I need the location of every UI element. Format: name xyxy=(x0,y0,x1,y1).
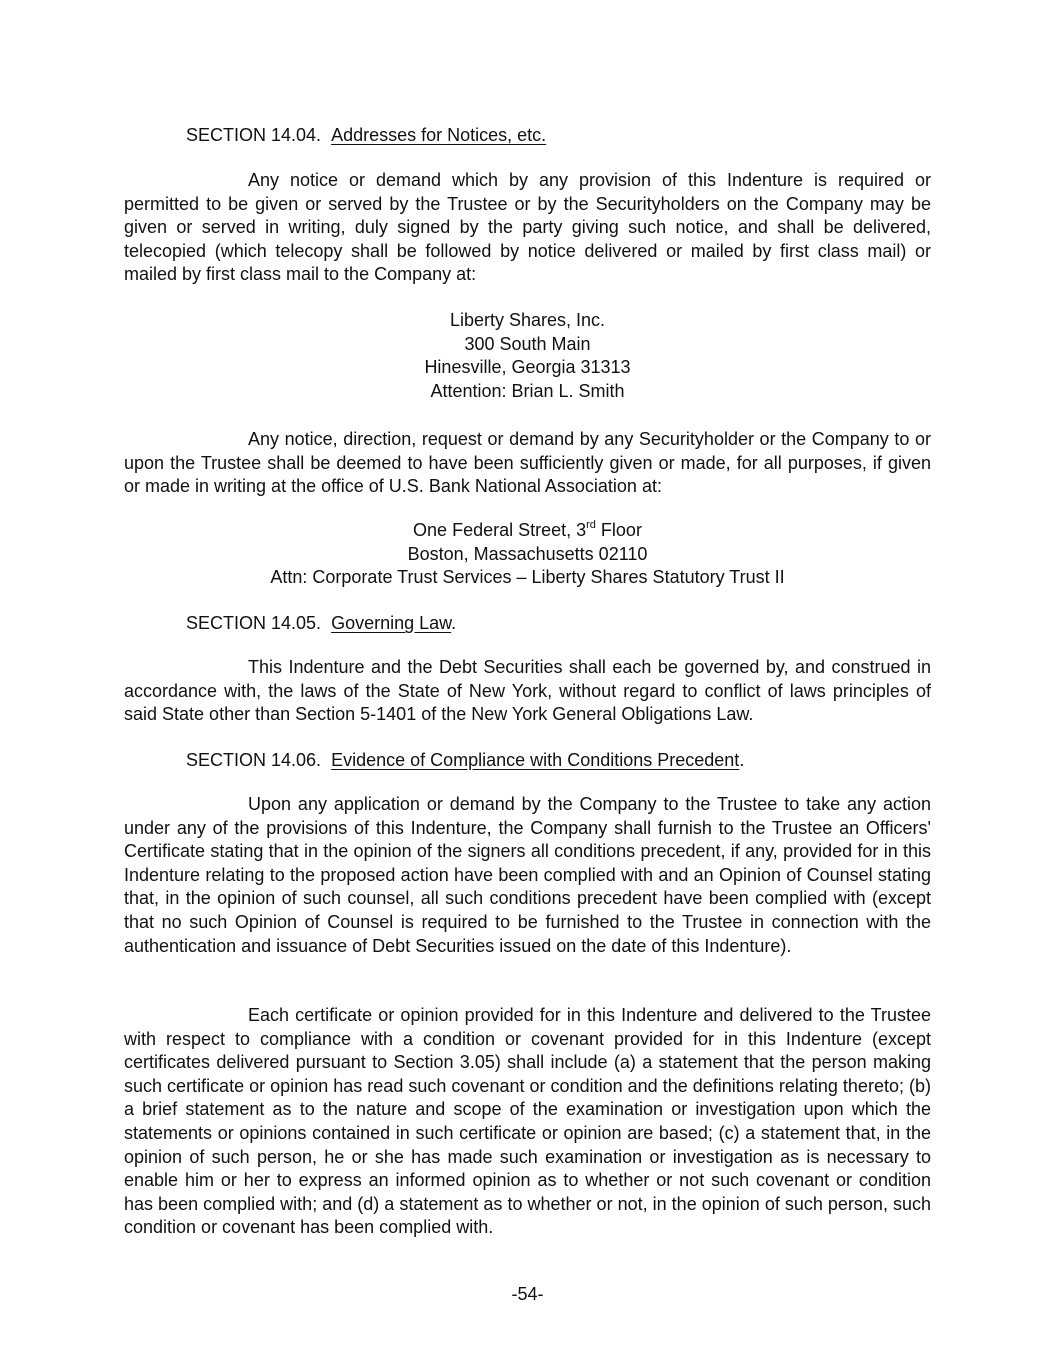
document-page xyxy=(124,0,931,1365)
section-title: Governing Law xyxy=(331,613,452,633)
section-title: Addresses for Notices, etc. xyxy=(331,125,547,145)
section-number: SECTION 14.04. xyxy=(186,125,322,145)
trustee-street xyxy=(124,519,931,543)
section-number: SECTION 14.06. xyxy=(186,750,322,770)
trustee-city: Boston, Massachusetts 02110 xyxy=(407,543,648,564)
section-heading-14-05 xyxy=(186,612,456,636)
notice-paragraph: Any notice or demand which by any provision of this Indenture is required or permitted to be given or served by the Trustee or by the Securityholders on the Company may be given or served in writing, duly signed by the party giving such notice, and shall be delivered, telecopied (which telecopy shall be followed by notice delivered or mailed by first class mail) or mailed by first class mail to the Company at: xyxy=(124,170,931,285)
company-name: Liberty Shares, Inc. xyxy=(449,310,606,330)
trustee-notice-paragraph: Any notice, direction, request or demand by any Securityholder or the Company to or upon the Trustee shall be deemed to have been sufficiently given or made, for all purposes, if given or made in writing at the office of U.S. Bank National Association at: xyxy=(124,429,931,497)
trustee-address-block xyxy=(124,519,931,590)
company-attention: Attention: Brian L. Smith xyxy=(430,380,625,401)
section-heading-14-04 xyxy=(186,124,546,148)
trustee-street-suffix: Floor xyxy=(595,520,642,540)
page-number: -54- xyxy=(511,1284,544,1304)
section-title-period: . xyxy=(451,613,457,633)
ordinal-suffix: rd xyxy=(586,519,596,531)
section-number: SECTION 14.05. xyxy=(186,613,322,633)
certificate-contents-paragraph: Each certificate or opinion provided for in this Indenture and delivered to the Trustee with respect to compliance with a condition or covenant provided for in this Indenture (except certificates delivered pursuant to Section 3.05) shall include (a) a statement that the person making such certificate or opinion has read such covenant or condition and the definitions relating thereto; (b) a brief statement as to the nature and scope of the examination or investigation upon which the statements or opinions contained in such certificate or opinion are based; (c) a statement that, in the opinion of such person, he or she has made such examination or investigation as is necessary to enable him or her to express an informed opinion as to whether or not such covenant or condition has been complied with; and (d) a statement as to whether or not, in the opinion of such person, such condition or covenant has been complied with. xyxy=(124,1005,931,1238)
company-city: Hinesville, Georgia 31313 xyxy=(424,357,631,378)
section-title: Evidence of Compliance with Conditions Precedent xyxy=(331,750,740,770)
trustee-street-prefix: One Federal Street, 3 xyxy=(413,520,587,540)
governing-law-paragraph: This Indenture and the Debt Securities shall each be governed by, and construed in accordance with, the laws of the State of New York, without regard to conflict of laws principles of said State other than Section 5-1401 of the New York General Obligations Law. xyxy=(124,657,931,725)
compliance-paragraph: Upon any application or demand by the Company to the Trustee to take any action under any of the provisions of this Indenture, the Company shall furnish to the Trustee an Officers' Certificate stating that in the opinion of the signers all conditions precedent, if any, provided for in this Indenture relating to the proposed action have been complied with and an Opinion of Counsel stating that, in the opinion of such counsel, all such conditions precedent have been complied with (except that no such Opinion of Counsel is required to be furnished to the Trustee in connection with the authentication and issuance of Debt Securities issued on the date of this Indenture). xyxy=(124,794,931,956)
section-title-period: . xyxy=(739,750,745,770)
section-heading-14-06 xyxy=(186,749,744,773)
company-street: 300 South Main xyxy=(464,333,591,354)
trustee-attention: Attn: Corporate Trust Services – Liberty Shares Statutory Trust II xyxy=(270,567,785,588)
company-address-block xyxy=(124,309,931,403)
